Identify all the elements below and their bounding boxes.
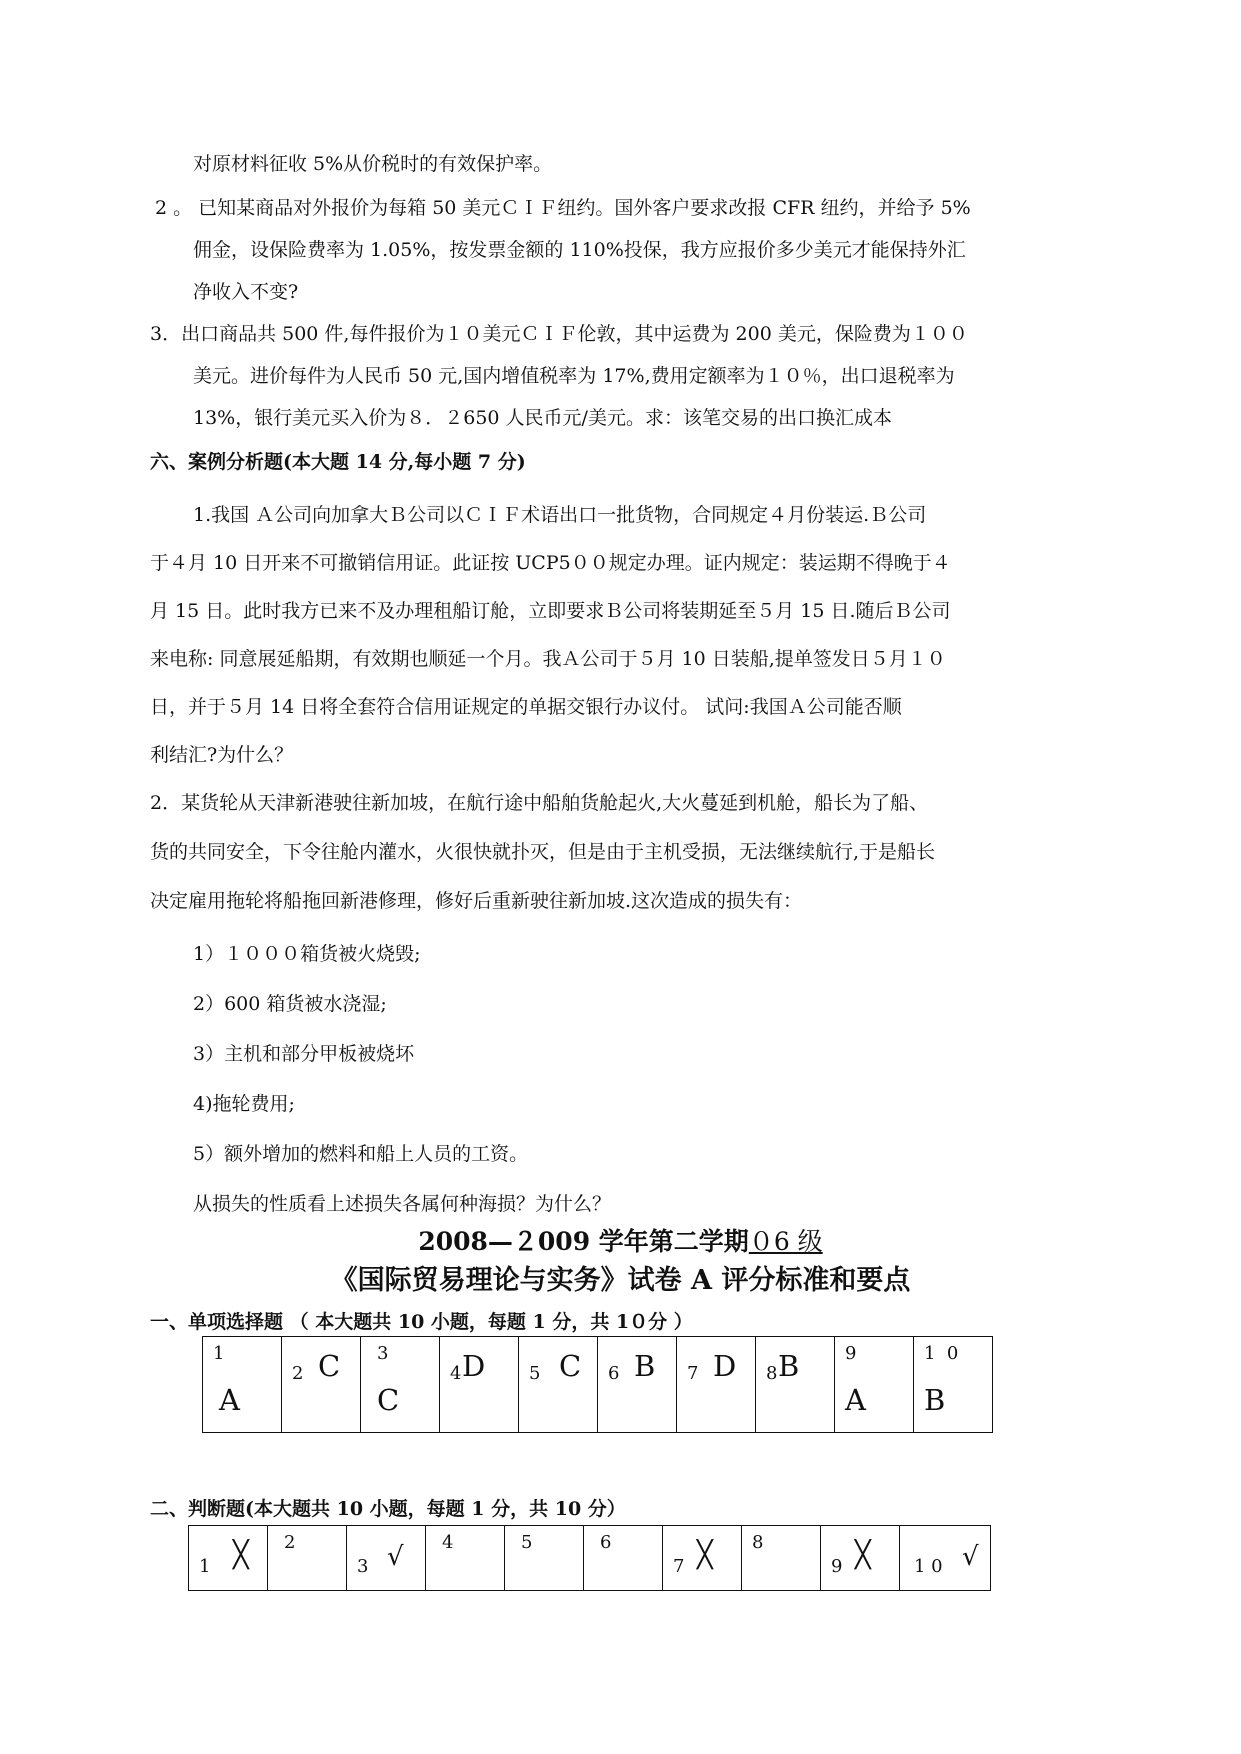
question-3-line-1: 3．出口商品共 500 件,每件报价为１０美元ＣＩＦ伦敦，其中运费为 200 美元，保险费为１００ — [150, 323, 968, 345]
mc-number: 6 — [608, 1363, 620, 1384]
mc-answer: B — [634, 1349, 656, 1383]
mc-cell-6 — [598, 1337, 677, 1433]
question-2-line-3: 净收入不变? — [193, 281, 299, 303]
case-1-line-2: 于４月 10 日开来不可撤销信用证。此证按 UCP5００规定办理。证内规定：装运期不得晚于４ — [150, 552, 951, 574]
mc-number: 9 — [845, 1343, 857, 1364]
tf-number: 1 0 — [914, 1556, 943, 1577]
tf-number: 5 — [521, 1532, 533, 1553]
mc-cell-10 — [914, 1337, 993, 1433]
tf-number: 3 — [357, 1556, 369, 1577]
case-1-line-6: 利结汇?为什么？ — [150, 744, 294, 766]
question-2-line-2: 佣金，设保险费率为 1.05%，按发票金额的 110%投保，我方应报价多少美元才能保持外汇 — [193, 239, 966, 261]
check-mark: √ — [387, 1542, 404, 1572]
case-1-line-1: 1.我国 Ａ公司向加拿大Ｂ公司以ＣＩＦ术语出口一批货物，合同规定４月份装运.Ｂ公司 — [193, 504, 927, 526]
tf-cell-3 — [347, 1526, 426, 1591]
loss-item-4: 4)拖轮费用; — [193, 1093, 295, 1115]
tf-answer-table — [188, 1525, 991, 1591]
mc-cell-8 — [756, 1337, 835, 1433]
tf-number: 9 — [831, 1556, 843, 1577]
tf-cell-6 — [584, 1526, 663, 1591]
case-1-line-5: 日，并于５月 14 日将全套符合信用证规定的单据交银行办议付。 试问:我国Ａ公司能否顺 — [150, 696, 902, 718]
tf-cell-9 — [821, 1526, 900, 1591]
tf-cell-2 — [268, 1526, 347, 1591]
cross-mark: ╳ — [855, 1540, 871, 1570]
tf-cell-1 — [189, 1526, 268, 1591]
tf-number: 8 — [752, 1532, 764, 1553]
mc-cell-2 — [282, 1337, 361, 1433]
mc-number: 5 — [529, 1363, 541, 1384]
loss-item-5: 5）额外增加的燃料和船上人员的工资。 — [193, 1143, 529, 1165]
tf-cell-7 — [663, 1526, 742, 1591]
mc-number: 7 — [687, 1363, 699, 1384]
mc-cell-3 — [361, 1337, 440, 1433]
case-1-line-3: 月 15 日。此时我方已来不及办理租船订舱，立即要求Ｂ公司将装期延至５月 15 日.随后Ｂ公司 — [150, 600, 951, 622]
mc-answer: C — [318, 1349, 341, 1383]
mc-answer: C — [559, 1349, 582, 1383]
mc-cell-1 — [203, 1337, 282, 1433]
case-2-line-3: 决定雇用拖轮将船拖回新港修理，修好后重新驶往新加坡.这次造成的损失有： — [150, 890, 803, 912]
answer-key-title — [0, 1226, 1241, 1258]
case-1-line-4: 来电称: 同意展延船期，有效期也顺延一个月。我Ａ公司于５月 10 日装船,提单签发日５月１０ — [150, 648, 946, 670]
mc-answer: C — [377, 1383, 400, 1417]
mc-heading: 一、单项选择题 （ 本大题共 10 小题，每题 1 分，共 1０分 ） — [150, 1311, 693, 1333]
tf-number: 2 — [284, 1532, 296, 1553]
mc-number: 1 — [213, 1343, 225, 1364]
mc-cell-4 — [440, 1337, 519, 1433]
text-line: 对原材料征收 5%从价税时的有效保护率。 — [193, 153, 553, 175]
loss-item-3: 3）主机和部分甲板被烧坏 — [193, 1043, 415, 1065]
tf-cell-8 — [742, 1526, 821, 1591]
check-mark: √ — [962, 1542, 979, 1572]
tf-cell-4 — [426, 1526, 505, 1591]
tf-number: 4 — [442, 1532, 454, 1553]
table-row — [189, 1526, 991, 1591]
mc-cell-9 — [835, 1337, 914, 1433]
case-2-line-1: 2．某货轮从天津新港驶往新加坡，在航行途中船舶货舱起火,大火蔓延到机舱，船长为了船、 — [150, 792, 929, 814]
section-heading-six: 六、案例分析题(本大题 14 分,每小题 7 分) — [150, 451, 526, 473]
mc-cell-5 — [519, 1337, 598, 1433]
tf-heading: 二、判断题(本大题共 10 小题，每题 1 分，共 10 分） — [150, 1498, 626, 1520]
mc-cell-7 — [677, 1337, 756, 1433]
mc-number: 2 — [292, 1363, 304, 1384]
tf-number: 1 — [199, 1556, 211, 1577]
cross-mark: ╳ — [697, 1540, 713, 1570]
mc-answer-table — [202, 1336, 993, 1433]
tf-number: 6 — [600, 1532, 612, 1553]
tf-cell-10 — [900, 1526, 991, 1591]
mc-number: 1 0 — [924, 1343, 959, 1364]
cross-mark: ╳ — [233, 1540, 249, 1570]
tf-cell-5 — [505, 1526, 584, 1591]
answer-key-title-grade: ０6 级 — [748, 1227, 823, 1256]
answer-key-subtitle: 《国际贸易理论与实务》试卷 A 评分标准和要点 — [330, 1265, 911, 1296]
mc-number: 4 — [450, 1363, 462, 1384]
mc-number: 8 — [766, 1363, 778, 1384]
mc-number: 3 — [377, 1343, 389, 1364]
table-row — [203, 1337, 993, 1433]
case-2-line-2: 货的共同安全，下令往舱内灌水，火很快就扑灭，但是由于主机受损，无法继续航行,于是船长 — [150, 841, 936, 863]
answer-key-title-main: 2008—２009 学年第二学期 — [418, 1227, 749, 1256]
case-2-question: 从损失的性质看上述损失各属何种海损？为什么？ — [193, 1193, 612, 1215]
loss-item-1: 1）１０００箱货被火烧毁; — [193, 943, 421, 965]
mc-answer: D — [713, 1349, 737, 1383]
loss-item-2: 2）600 箱货被水浇湿; — [193, 993, 387, 1015]
mc-answer: D — [462, 1349, 486, 1383]
question-3-line-2: 美元。进价每件为人民币 50 元,国内增值税率为 17%,费用定额率为１０％，出口退税率为 — [193, 365, 955, 387]
tf-number: 7 — [673, 1556, 685, 1577]
question-2-line-1: 2 。 已知某商品对外报价为每箱 50 美元ＣＩＦ纽约。国外客户要求改报 CFR 纽约，并给予 5% — [155, 197, 971, 219]
mc-answer: A — [845, 1383, 866, 1417]
question-3-line-3: 13%，银行美元买入价为８．２650 人民币元/美元。求：该笔交易的出口换汇成本 — [193, 407, 892, 429]
mc-answer: B — [778, 1349, 800, 1383]
mc-answer: B — [924, 1383, 946, 1417]
mc-answer: A — [219, 1383, 240, 1417]
